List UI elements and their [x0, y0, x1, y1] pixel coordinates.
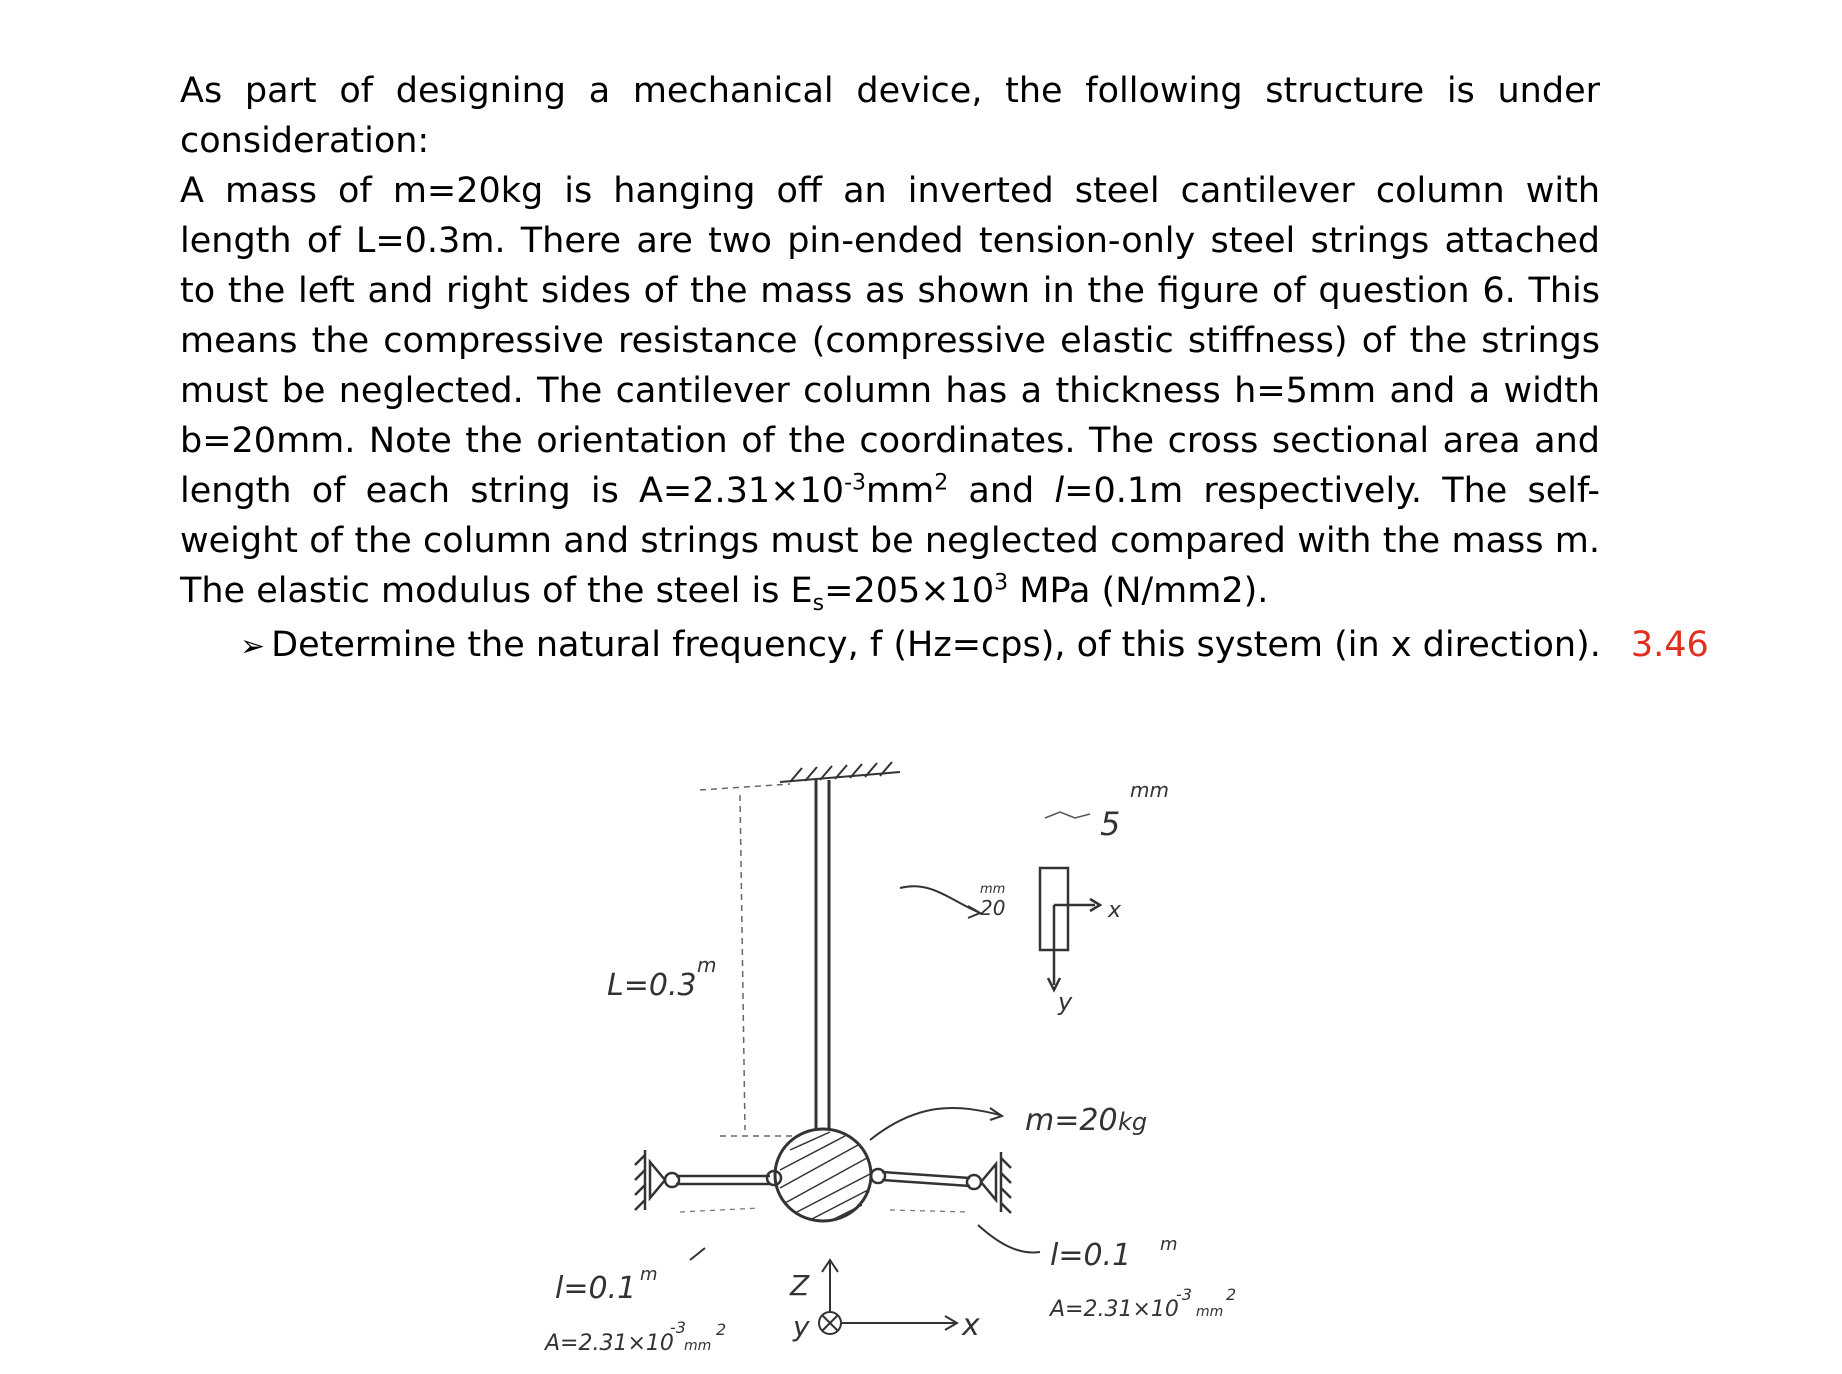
modulus-exponent: 3 [994, 570, 1009, 596]
axis-y-label: y [793, 1310, 810, 1343]
mass-arrow [870, 1108, 1000, 1140]
area-unit: mm [866, 471, 935, 511]
area-unit-exponent: 2 [934, 470, 949, 496]
fixed-support [780, 762, 900, 782]
cantilever-column [816, 780, 829, 1130]
mass-unit: kg [1118, 1108, 1148, 1136]
axis-x-label: x [962, 1308, 980, 1343]
question-line [240, 620, 1709, 672]
right-string-area-unit-exponent: 2 [1226, 1285, 1237, 1304]
section-thickness-label: 5 [1100, 805, 1121, 843]
right-string-area-exponent: -3 [1176, 1285, 1192, 1304]
description-text-4: =205×10 [824, 571, 995, 611]
column-length-label: L=0.3 [607, 968, 697, 1003]
global-axes [819, 1260, 957, 1334]
length-symbol: l [1054, 471, 1065, 511]
answer-value: 3.46 [1630, 625, 1709, 665]
string-dimensions [680, 1208, 970, 1212]
left-string-area-unit-exponent: 2 [716, 1320, 727, 1339]
section-thickness-unit: mm [1130, 778, 1169, 802]
description-text-1: A mass of m=20kg is hanging off an inverted steel cantilever column with length of L=0.3m. There are two pin-ended tension-only steel strings attached to the left and right sides of the mass as shown in the figure of question 6. This means the compressive resistance (compressive elastic stiffness) of the strings must be neglected. The cantilever column has a thickness h=5mm and a width b=20mm. Note the orientation of the coordinates. The cross sectional area and length of each string is A=2.31×10 [180, 171, 1600, 511]
right-string [871, 1152, 1011, 1213]
left-string-area-exponent: -3 [670, 1318, 686, 1337]
modulus-subscript: s [812, 591, 825, 616]
area-exponent: -3 [844, 470, 866, 496]
description-text-5: MPa (N/mm2). [1008, 571, 1269, 611]
problem-text [180, 66, 1600, 616]
arrow-bullet-icon: ➢ [240, 629, 266, 664]
cross-section [1040, 868, 1100, 990]
description-paragraph [180, 166, 1600, 616]
right-string-length-label: l=0.1 [1050, 1238, 1132, 1273]
section-width-unit: mm [980, 882, 1006, 897]
section-width-label: 20 [980, 896, 1006, 920]
question-text: Determine the natural frequency, f (Hz=cps), of this system (in x direction). [271, 625, 1601, 665]
axis-z-label: Z [790, 1269, 810, 1302]
description-text-3: =0.1m respectively. The self-weight of the column and strings must be neglected compared with the mass m. The elastic modulus of the steel is E [180, 471, 1601, 611]
section-y-axis-label: y [1058, 988, 1073, 1016]
section-arrow [900, 886, 978, 912]
right-string-area-label: A=2.31×10 [1050, 1297, 1179, 1322]
right-string-length-unit: m [1160, 1234, 1178, 1255]
right-string-area-unit: mm [1196, 1304, 1224, 1320]
left-string-length-unit: m [640, 1264, 658, 1285]
intro-paragraph: As part of designing a mechanical device, the following structure is under consideration: [180, 71, 1600, 161]
length-dimension [700, 784, 800, 1136]
mass-label: m=20 [1025, 1103, 1118, 1138]
mass [775, 1129, 871, 1221]
left-string [635, 1150, 781, 1210]
left-string-length-label: l=0.1 [555, 1271, 637, 1306]
column-length-unit: m [697, 953, 717, 977]
left-string-area-unit: mm [684, 1338, 712, 1354]
left-string-area-label: A=2.31×10 [545, 1331, 674, 1356]
section-x-axis-label: x [1108, 898, 1122, 923]
description-text-2: and [948, 471, 1055, 511]
